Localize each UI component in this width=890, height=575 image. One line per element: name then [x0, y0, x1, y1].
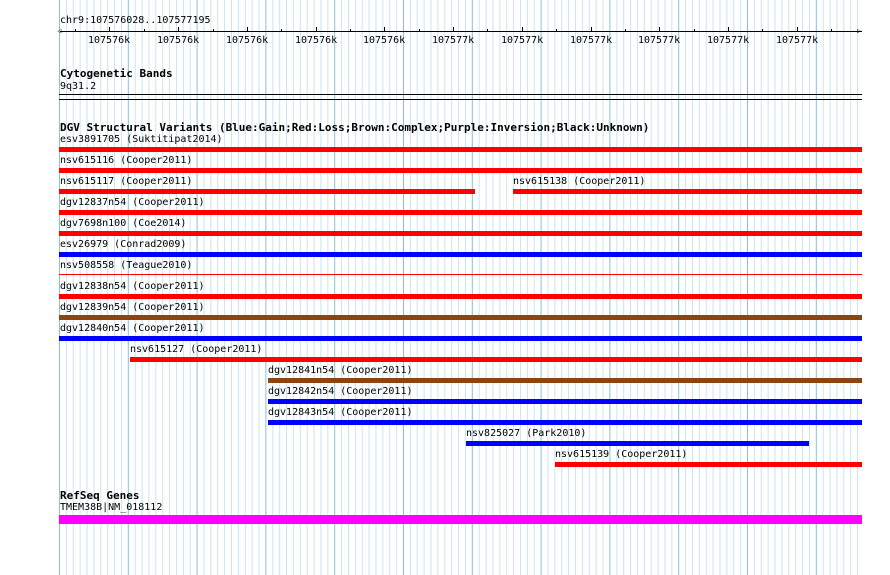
cytogenetic-bands-title: Cytogenetic Bands — [60, 67, 173, 80]
dgv-variant-bar-loss[interactable] — [59, 274, 862, 275]
ruler-axis — [60, 31, 862, 32]
dgv-variant-label[interactable]: dgv12839n54 (Cooper2011) — [60, 302, 205, 313]
cytoband-rule-top — [59, 94, 862, 95]
dgv-variant-bar-loss[interactable] — [555, 462, 862, 467]
ruler-minor-tick — [213, 29, 214, 32]
ruler-tick-label: 107577k — [776, 35, 819, 46]
ruler-minor-tick — [75, 29, 76, 32]
ruler-minor-tick — [487, 29, 488, 32]
ruler-minor-tick — [831, 29, 832, 32]
ruler-major-tick — [453, 27, 454, 32]
dgv-variant-bar-loss[interactable] — [59, 294, 862, 299]
dgv-variant-bar-gain[interactable] — [268, 420, 862, 425]
ruler-tick-label: 107577k — [432, 35, 475, 46]
dgv-variant-label[interactable]: dgv7698n100 (Coe2014) — [60, 218, 187, 229]
ruler-minor-tick — [419, 29, 420, 32]
dgv-variant-label[interactable]: dgv12841n54 (Cooper2011) — [268, 365, 413, 376]
ruler-major-tick — [109, 27, 110, 32]
ruler-minor-tick — [144, 29, 145, 32]
dgv-variant-bar-loss[interactable] — [59, 168, 862, 173]
dgv-variant-bar-gain[interactable] — [59, 336, 862, 341]
ruler-major-tick — [178, 27, 179, 32]
ruler-major-tick — [659, 27, 660, 32]
refseq-genes-title: RefSeq Genes — [60, 489, 140, 502]
ruler-right-arrow-icon: ▷ — [857, 27, 862, 35]
ruler-minor-tick — [694, 29, 695, 32]
dgv-variant-bar-complex[interactable] — [59, 315, 862, 320]
ruler-minor-tick — [762, 29, 763, 32]
ruler-tick-label: 107577k — [707, 35, 750, 46]
dgv-variant-bar-gain[interactable] — [59, 252, 862, 257]
dgv-variant-label[interactable]: nsv825027 (Park2010) — [466, 428, 587, 439]
ruler-major-tick — [728, 27, 729, 32]
dgv-variant-label[interactable]: dgv12843n54 (Cooper2011) — [268, 407, 413, 418]
ruler-minor-tick — [556, 29, 557, 32]
gene-label[interactable]: TMEM38B|NM_018112 — [60, 502, 163, 513]
dgv-variant-bar-gain[interactable] — [466, 441, 809, 446]
ruler-major-tick — [522, 27, 523, 32]
dgv-variant-bar-loss[interactable] — [59, 231, 862, 236]
dgv-variant-label[interactable]: nsv615116 (Cooper2011) — [60, 155, 193, 166]
dgv-variant-bar-loss[interactable] — [59, 210, 862, 215]
gene-bar[interactable] — [59, 515, 862, 524]
ruler-tick-label: 107576k — [363, 35, 406, 46]
dgv-variant-bar-loss[interactable] — [59, 147, 862, 152]
dgv-variant-label[interactable]: dgv12842n54 (Cooper2011) — [268, 386, 413, 397]
ruler-tick-label: 107576k — [295, 35, 338, 46]
dgv-variant-label[interactable]: dgv12840n54 (Cooper2011) — [60, 323, 205, 334]
dgv-variant-label[interactable]: nsv615139 (Cooper2011) — [555, 449, 688, 460]
ruler-left-arrow-icon: ◁ — [57, 27, 62, 35]
dgv-variant-label[interactable]: dgv12838n54 (Cooper2011) — [60, 281, 205, 292]
ruler-tick-label: 107576k — [88, 35, 131, 46]
dgv-track-title: DGV Structural Variants (Blue:Gain;Red:Loss;Brown:Complex;Purple:Inversion;Black:Unknown) — [60, 121, 650, 134]
dgv-variant-label[interactable]: nsv615138 (Cooper2011) — [513, 176, 646, 187]
coordinate-label: chr9:107576028..107577195 — [60, 15, 211, 26]
ruler-major-tick — [316, 27, 317, 32]
ruler-minor-tick — [350, 29, 351, 32]
ruler-tick-label: 107576k — [226, 35, 269, 46]
ruler-major-tick — [384, 27, 385, 32]
ruler-tick-label: 107577k — [638, 35, 681, 46]
dgv-variant-bar-loss[interactable] — [513, 189, 862, 194]
ruler-minor-tick — [281, 29, 282, 32]
cytoband-label: 9q31.2 — [60, 81, 97, 92]
dgv-variant-label[interactable]: nsv615127 (Cooper2011) — [130, 344, 263, 355]
ruler-tick-label: 107577k — [501, 35, 544, 46]
ruler-tick-label: 107577k — [570, 35, 613, 46]
ruler-major-tick — [797, 27, 798, 32]
dgv-variant-label[interactable]: esv3891705 (Suktitipat2014) — [60, 134, 223, 145]
dgv-variant-label[interactable]: esv26979 (Conrad2009) — [60, 239, 187, 250]
dgv-variant-bar-complex[interactable] — [268, 378, 862, 383]
ruler-tick-label: 107576k — [157, 35, 200, 46]
dgv-variant-label[interactable]: nsv508558 (Teague2010) — [60, 260, 193, 271]
dgv-variant-bar-loss[interactable] — [59, 189, 475, 194]
cytoband-rule-bottom — [59, 99, 862, 100]
dgv-variant-bar-gain[interactable] — [268, 399, 862, 404]
dgv-variant-label[interactable]: nsv615117 (Cooper2011) — [60, 176, 193, 187]
dgv-variant-label[interactable]: dgv12837n54 (Cooper2011) — [60, 197, 205, 208]
ruler-major-tick — [247, 27, 248, 32]
ruler-major-tick — [591, 27, 592, 32]
dgv-variant-bar-loss[interactable] — [130, 357, 862, 362]
ruler-minor-tick — [625, 29, 626, 32]
